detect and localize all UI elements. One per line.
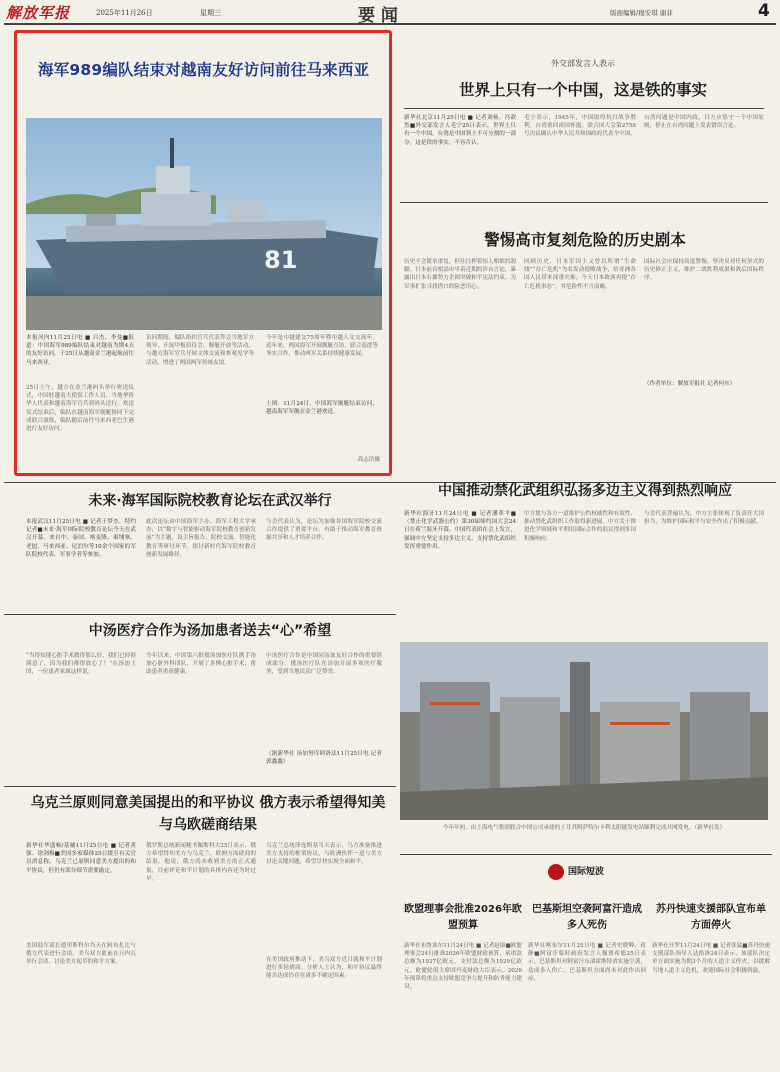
- jinshi-para-1: 新华社海牙11月24日电 ■ 记者潘革平■（禁止化学武器公约）第30届缔约国大会24日在荷兰海牙开幕。中国代表团在会上发言，强调中方坚定支持多边主义，支持禁化武组织发挥重要作用。: [404, 511, 516, 550]
- guoji-col1-headline: 欧盟理事会批准2026年欧盟预算: [404, 904, 522, 931]
- zhongyi-para-3: 中汤医疗合作是中国同汤加友好合作的重要组成部分。援汤医疗队在汤加开展多项医疗服务，受到当地民众广泛赞誉。: [266, 653, 382, 676]
- zhongyi-headline: 中汤医疗合作为汤加患者送去“心”希望: [88, 623, 332, 639]
- wukelan-para-5: 在美国政府推动下，美乌双方近日就和平计划进行多轮磋商。分析人士认为，和平协议最终能否达成仍存在诸多不确定因素。: [266, 957, 382, 980]
- weilai-para-2: 此次论坛由中国海军主办、海军工程大学承办，以“数字与智能驱动海军院校教育创新发展”为主题，设主旨报告、院校交流、智能化教育等研讨环节，探讨新时代海军院校教育创新发展路径。: [146, 519, 256, 558]
- masthead-logo: 解放军报: [6, 4, 71, 22]
- zhongyi-para-1: “当得知能心脏手术做得那么好，我们已经很满意了，因为我们都很放心了！”在汤加王国，一位患者家属这样说。: [26, 653, 136, 676]
- lead-para-5: 上图：11月24日，中国海军舰艇结束访问，越南海军军舰在金兰港欢送。: [266, 401, 378, 416]
- header-rule: [4, 23, 776, 25]
- page-number: 4: [758, 1, 770, 21]
- wukelan-para-1: 新华社华盛顿/基辅11月25日电 ■ 记者黄强、徐剑梅■美国多家媒体25日援引有关官员消息称，乌克兰已原则同意美方提出的和平协议，但仍有部分细节需要敲定。: [26, 843, 136, 874]
- jingti-para-2: 回顾历史，日本军国主义曾以所谓“生命线”“存亡危机”为名发动侵略战争，给亚洲各国人民带来深重灾难。今天日本政客再提“存亡危机事态”，其危险性不言而喻。: [524, 259, 636, 290]
- lead-para-4: 今年是中越建交75周年暨中越人文交流年。近年来，两国海军开展舰艇互访、联合巡逻等务实合作，推动两军关系持续健康发展。: [266, 335, 378, 358]
- section-title: 要 闻: [358, 6, 398, 23]
- weekday: 星期三: [200, 9, 221, 17]
- mid-rule-4: [400, 854, 772, 855]
- jingti-para-1: 历史不会简单重复，但往往押着惊人相似的韵脚。日本前首相高市早苗近期的涉台言论，暴露出日本右翼势力企图突破和平宪法约束、为军事扩张寻找借口的险恶用心。: [404, 259, 516, 290]
- jingti-source: （作者单位：解放军报社 记者何东）: [644, 381, 736, 387]
- jingti-headline: 警惕高市复刻危险的历史剧本: [484, 231, 686, 249]
- guoji-col3-headline: 苏丹快速支援部队宣布单方面停火: [656, 904, 766, 931]
- lead-headline: 海军989编队结束对越南友好访问前往马来西亚: [38, 61, 370, 79]
- jinshi-para-2: 中方愿与各方一道维护公约权威性和有效性，推动禁化武组织工作取得新进展。中方关于推进化学领域和平利用国际合作的倡议得到多国积极响应。: [524, 511, 636, 542]
- lead-photo-ship: [26, 118, 382, 330]
- jinshi-headline: 中国推动禁化武组织弘扬多边主义得到热烈响应: [438, 483, 732, 499]
- guoji-col3-body: 新华社开罗11月24日电 ■ 记者张猛■苏丹快速支援部队领导人达格洛24日表示，该部队决定单方面实施为期3个月的人道主义停火，以缓解当地人道主义危机，欢迎国际社会积极斡旋。: [652, 943, 770, 974]
- world-icon: [548, 864, 564, 880]
- waishi-rule: [404, 108, 764, 109]
- wukelan-para-3: 俄罗斯总统新闻秘书佩斯科夫25日表示，俄方希望得知美方与乌克兰、欧洲方面磋商的结果。他说，俄方尚未收到美方的正式通报，目前评论和平计划的具体内容还为时过早。: [146, 843, 256, 882]
- weilai-para-1: 本报武汉11月25日电 ■ 记者王梦杰、特约记者■未来·海军国际院校教育论坛今天在武汉开幕。来自中、泰国、喀麦隆、柬埔寨、老挝、马来西亚、尼泊尔等10余个国家的军队院校代表、军事学者等参加。: [26, 519, 136, 558]
- zhongyi-para-2: 今年以来，中国第六批援汤加医疗队携手汤加心脏外科团队，开展了多例心脏手术，帮助患者重获健康。: [146, 653, 256, 676]
- photo-credit: 高志浩摄: [357, 457, 380, 463]
- photo-caption: 今年年初，由上海电气集团联合中国公司承建的土耳其阿萨特尔卡利太阳能发电站顺利完成并网发电。（新华社发）: [442, 825, 726, 831]
- lead-para-3: 访问期间，编队组织官兵代表拜会当地军方领导，开展甲板招待会、舰艇开放等活动，与越方海军官兵开展文体交流和参观见学等活动，增进了两国两军传统友谊。: [146, 335, 254, 366]
- waishi-kicker: 外交部发言人表示: [551, 59, 615, 68]
- wukelan-para-2: 美国陆军部长德里斯科尔当天在阿布扎比与俄方代表进行会谈。美乌双方此前在日内瓦举行会谈，讨论美方起草的和平方案。: [26, 943, 136, 966]
- lead-para-2: 25日上午，越方在金兰港码头举行欢送仪式，中国驻越南大使馆工作人员、当地华侨华人代表和越南海军官兵到码头送行。欢送仪式结束后，编队在越南海军舰艇协同下完成联合演练，编队随后前往马来西亚巴生港进行友好访问。: [26, 385, 134, 433]
- wukelan-headline: 乌克兰原则同意美国提出的和平协议 俄方表示希望得知美与乌欧磋商结果: [30, 795, 386, 833]
- hull-number: 81: [264, 246, 298, 274]
- lead-para-1: 本报河内11月25日电 ■ 吕杰、李曼■报道：中国海军989编队结束对越南为期4天的友好访问，于25日从越南金兰港起航前往马来西亚。: [26, 335, 134, 366]
- mid-rule-2: [4, 614, 396, 615]
- issue-date: 2025年11月26日: [96, 9, 153, 17]
- weilai-para-3: 与会代表认为，论坛为加强各国海军院校交流合作提供了重要平台，有助于推动海军教育资源共享和人才培养合作。: [266, 519, 382, 542]
- weilai-headline: 未来·海军国际院校教育论坛在武汉举行: [88, 493, 332, 509]
- section-label-guoji: 国际短波: [568, 867, 605, 877]
- page-editors: 版面编辑/穆安琪 谢菲: [610, 9, 673, 17]
- zhongyi-source: （据新华社 汤加努库阿洛法11月25日电 记者郭鑫鑫）: [266, 751, 382, 766]
- jingti-para-3: 国际社会应保持高度警惕，坚决反对任何形式的历史修正主义，维护二战胜利成果和战后国际秩序。: [644, 259, 764, 282]
- jinshi-para-3: 与会代表普遍认为，中方主张体现了负责任大国担当，为维护国际和平与安全作出了积极贡献。: [644, 511, 764, 526]
- waishi-headline: 世界上只有一个中国，这是铁的事实: [458, 81, 707, 99]
- waishi-para-3: 台湾问题是中国内政，日方应恪守一个中国原则，停止在台湾问题上发表错误言论。: [644, 115, 764, 130]
- waishi-para-1: 新华社北京11月25日电 ■ 记者刘杨、冯歆然■外交部发言人毛宁25日表示，世界上只有一个中国，台湾是中国领土不可分割的一部分。这是铁的事实，不容否认。: [404, 115, 516, 146]
- guoji-col1-body: 新华社布鲁塞尔11月24日电 ■ 记者赵康■欧盟理事会24日批准2026年欧盟财政预算，承诺款总额为1927亿欧元，支付款总额为1929亿欧元。欧盟轮值主席国丹麦财政大臣表示，2026年预算将重点支持欧盟竞争力提升和防务能力建设。: [404, 943, 522, 991]
- wukelan-para-4: 乌克兰总统泽连斯基当天表示，乌方准备推进美方支持的框架协议，与欧洲伙伴一道与美方讨论关键问题，希望尽快实现全面和平。: [266, 843, 382, 866]
- waishi-bottom-rule: [400, 202, 768, 203]
- industrial-photo: [400, 642, 768, 820]
- guoji-col2-headline: 巴基斯坦空袭阿富汗造成多人死伤: [532, 904, 642, 931]
- waishi-para-2: 毛宁表示，1945年，中国取得抗日战争胜利，台湾重回祖国怀抱。联合国大会第2758号决议确认中华人民共和国政府代表全中国。: [524, 115, 636, 138]
- mid-rule-3: [4, 786, 396, 787]
- guoji-col2-body: 新华社喀布尔11月25日电 ■ 记者史晓辉、蒋静■阿富汗临时政府发言人穆贾希德25日表示，巴基斯坦对阿富汗东部霍斯特省实施空袭，造成多人伤亡。巴基斯坦方面尚未对此作出回应。: [528, 943, 646, 982]
